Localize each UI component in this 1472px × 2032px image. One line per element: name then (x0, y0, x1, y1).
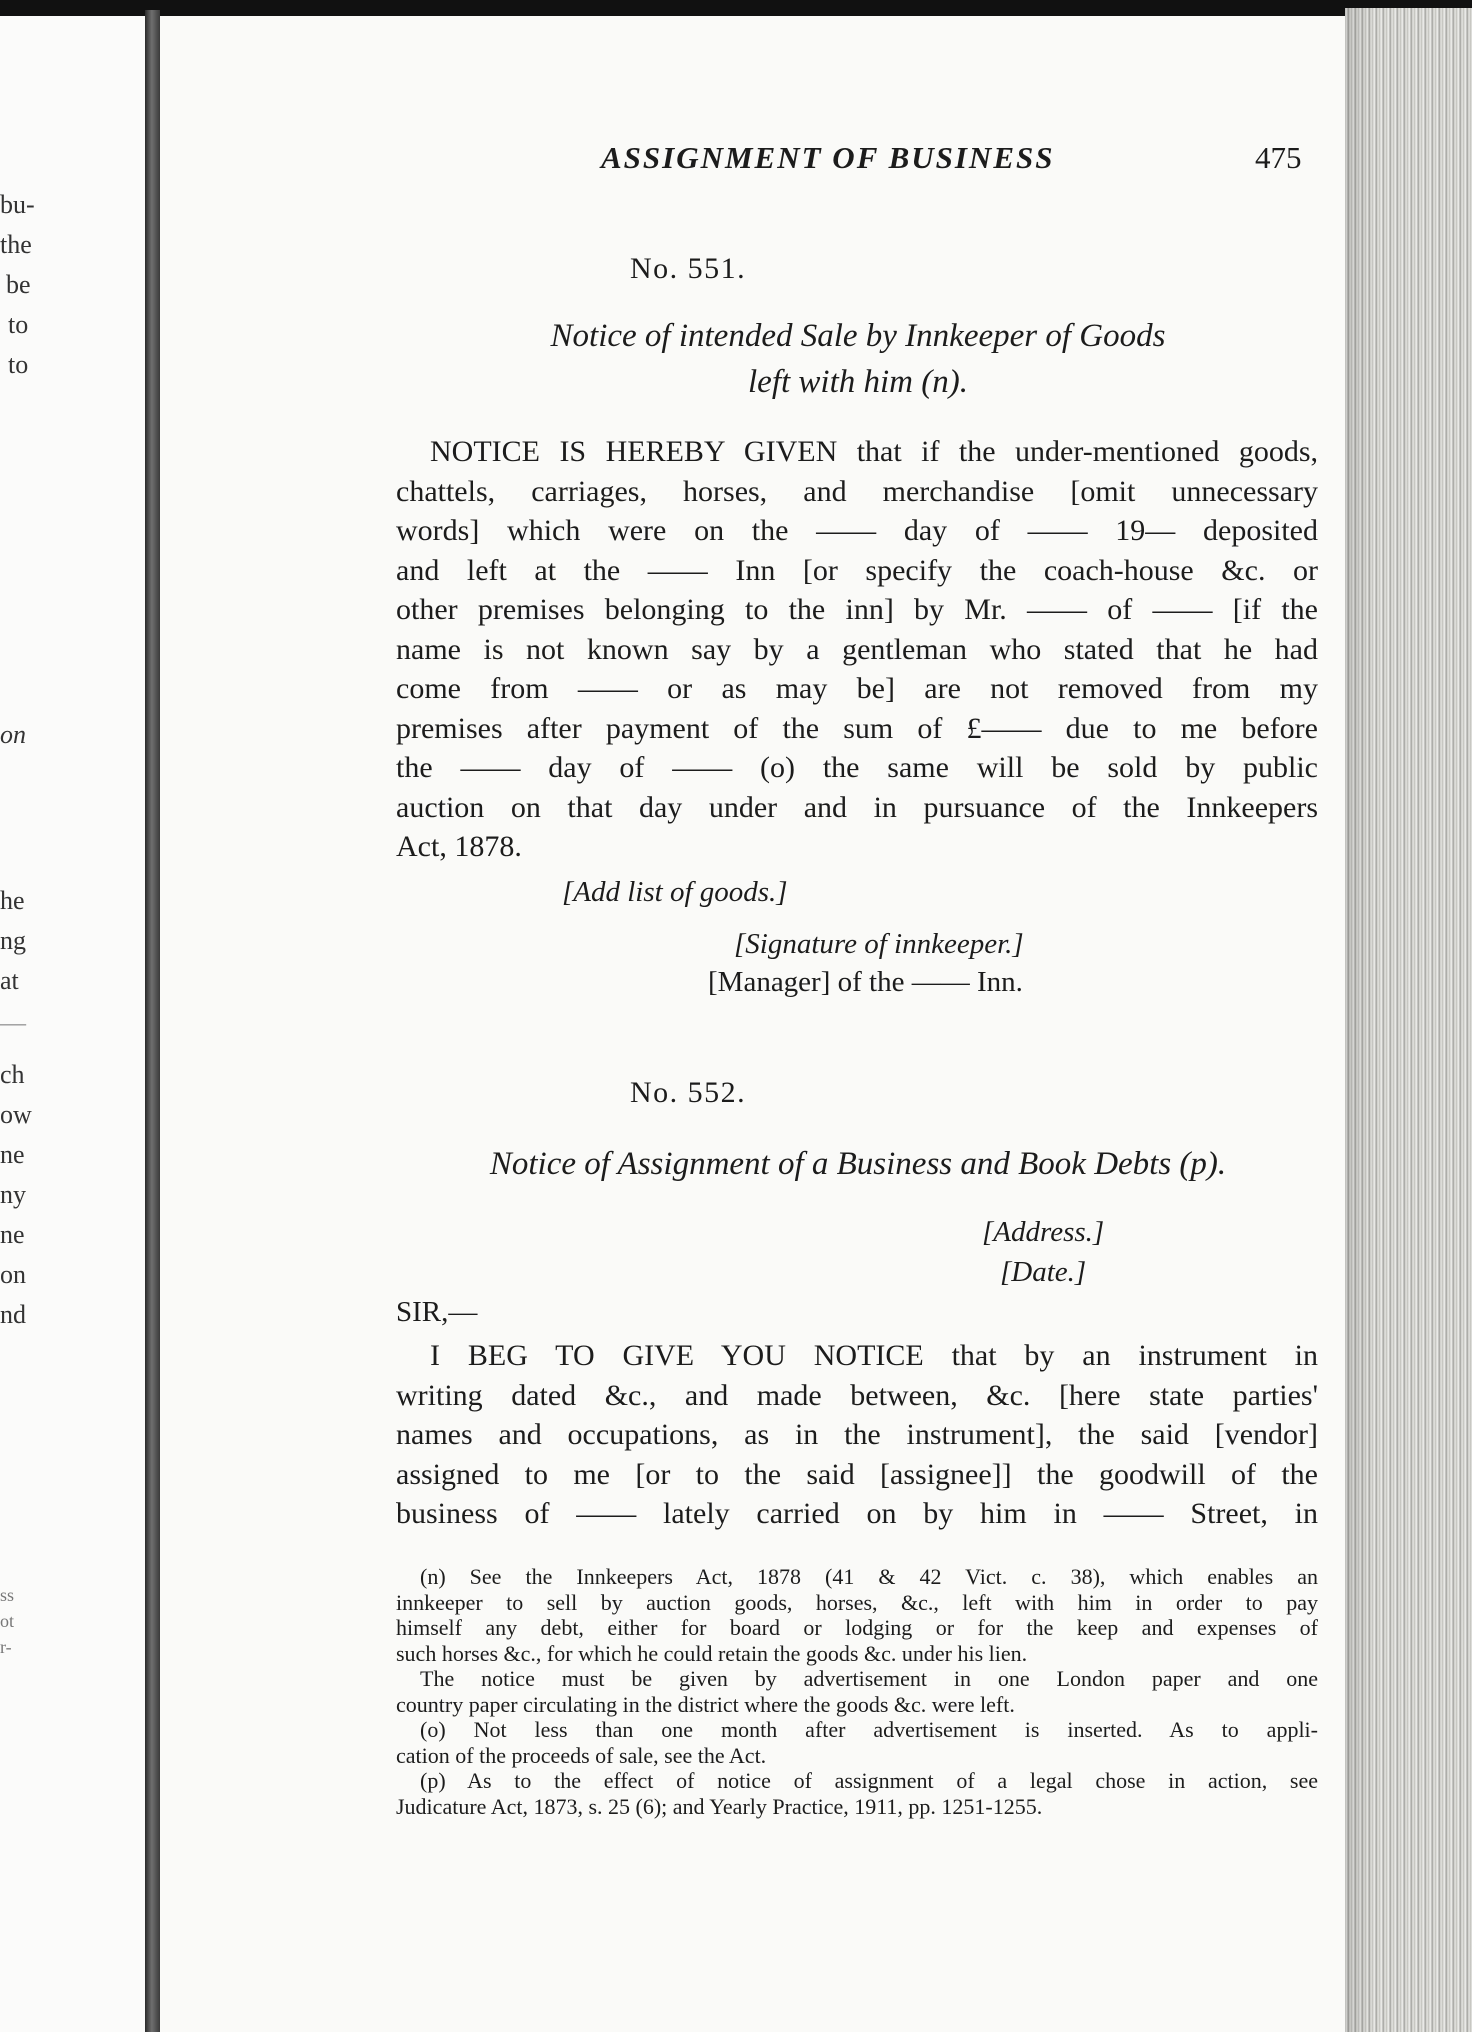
body-line: assigned to me [or to the said [assignee]] the goodwill of the (396, 1457, 1318, 1491)
facing-page-fragment: — (0, 1008, 26, 1037)
facing-page-fragment: at (0, 966, 19, 995)
address-placeholder: [Address.] (982, 1216, 1105, 1248)
facing-page-fragment: to (8, 310, 29, 339)
form-552-body (396, 1336, 1318, 1534)
form-number: No. 552. (630, 1076, 747, 1109)
facing-page-fragment: ot (0, 1611, 15, 1631)
body-line: premises after payment of the sum of £—— due to me before (396, 711, 1318, 745)
manager-line: [Manager] of the —— Inn. (708, 966, 1023, 998)
book-spine (145, 10, 160, 2032)
body-line: I BEG TO GIVE YOU NOTICE that by an instrument in (430, 1339, 1318, 1372)
list-of-goods-note: [Add list of goods.] (562, 876, 788, 908)
body-line: auction on that day under and in pursuance of the Innkeepers (396, 790, 1318, 824)
body-line: name is not known say by a gentleman who stated that he had (396, 632, 1318, 666)
facing-page-fragment: ng (0, 926, 26, 955)
footnote-line: innkeeper to sell by auction goods, horses, &c., left with him in order to pay (396, 1589, 1318, 1615)
body-line: come from —— or as may be] are not removed from my (396, 672, 1318, 705)
signature-line: [Signature of innkeeper.] (734, 928, 1024, 960)
footnote-line: such horses &c., for which he could retain the goods &c. under his lien. (396, 1640, 1028, 1666)
body-line: the —— day of —— (o) the same will be sold by public (396, 751, 1318, 784)
facing-page-fragment: ny (0, 1180, 26, 1209)
facing-page-fragment: ow (0, 1100, 32, 1129)
body-line: writing dated &c., and made between, &c. [here state parties' (396, 1378, 1318, 1412)
body-line: and left at the —— Inn [or specify the coach-house &c. or (396, 553, 1318, 587)
footnote-line: himself any debt, either for board or lodging or for the keep and expenses of (396, 1615, 1318, 1640)
facing-page (0, 16, 145, 2032)
footnote-line: (o) Not less than one month after advertisement is inserted. As to appli- (420, 1717, 1318, 1742)
footnote-line: cation of the proceeds of sale, see the Act. (396, 1742, 767, 1768)
form-551-body (396, 432, 1318, 867)
body-line: business of —— lately carried on by him in —— Street, in (396, 1497, 1318, 1530)
form-title: Notice of Assignment of a Business and Book Debts (p). (489, 1146, 1227, 1182)
form-number: No. 551. (630, 252, 747, 285)
facing-page-fragment: ne (0, 1140, 25, 1169)
facing-page-fragment: ss (0, 1585, 15, 1605)
scan-top-border (0, 0, 1472, 16)
book-page (160, 16, 1345, 2032)
facing-page-fragment: to (8, 350, 29, 379)
body-line: other premises belonging to the inn] by Mr. —— of —— [if the (396, 593, 1318, 626)
footnote-line: The notice must be given by advertisement in one London paper and one (420, 1666, 1318, 1691)
date-placeholder: [Date.] (1000, 1256, 1087, 1288)
facing-page-fragment: be (6, 270, 31, 299)
form-title-line: left with him (n). (748, 364, 968, 400)
body-line: words] which were on the —— day of —— 19— deposited (396, 514, 1318, 547)
running-head: ASSIGNMENT OF BUSINESS (601, 140, 1055, 175)
facing-page-fragment: r- (0, 1637, 12, 1657)
form-title-line: Notice of intended Sale by Innkeeper of Goods (550, 318, 1166, 354)
facing-page-fragment: ch (0, 1060, 25, 1089)
salutation: SIR,— (396, 1296, 478, 1328)
footnotes (396, 1564, 1318, 1819)
body-line: Act, 1878. (396, 830, 522, 863)
page-edges-shadow (1345, 8, 1375, 2032)
footnote-line: Judicature Act, 1873, s. 25 (6); and Yearly Practice, 1911, pp. 1251-1255. (396, 1793, 1043, 1819)
facing-page-fragment: on (0, 1260, 26, 1289)
body-line: names and occupations, as in the instrument], the said [vendor] (396, 1418, 1318, 1451)
body-line: NOTICE IS HEREBY GIVEN that if the under-mentioned goods, (430, 435, 1318, 468)
facing-page-fragment: he (0, 886, 25, 915)
body-line: chattels, carriages, horses, and merchandise [omit unnecessary (396, 474, 1318, 508)
footnote-line: (p) As to the effect of notice of assignment of a legal chose in action, see (420, 1768, 1318, 1793)
facing-page-fragment: ne (0, 1220, 25, 1249)
facing-page-fragment: the (0, 230, 32, 259)
facing-page-fragment: nd (0, 1300, 26, 1329)
facing-page-fragment: on (0, 720, 26, 749)
facing-page-fragment: bu- (0, 190, 35, 219)
footnote-line: (n) See the Innkeepers Act, 1878 (41 & 42 Vict. c. 38), which enables an (420, 1564, 1318, 1589)
footnote-line: country paper circulating in the district where the goods &c. were left. (396, 1691, 1015, 1717)
page-number: 475 (1255, 140, 1302, 175)
